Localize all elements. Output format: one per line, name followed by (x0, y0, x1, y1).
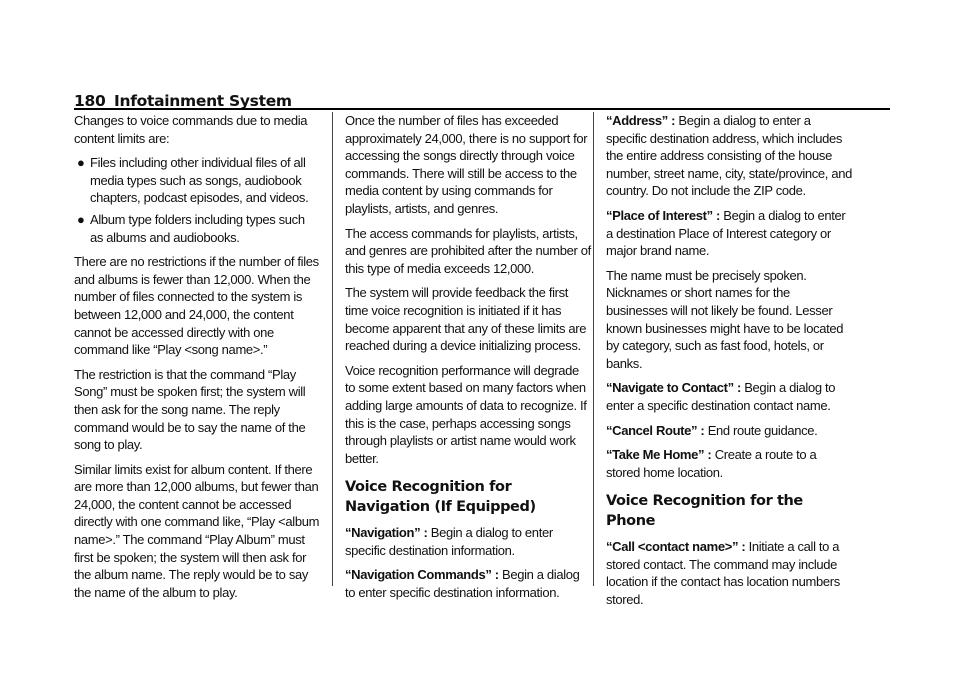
command-description: Begin a dialog to enter a destination Place of Interest category or major brand name. (606, 207, 846, 259)
section-heading: Voice Recognition for Navigation (If Equipped) (345, 479, 536, 516)
command-description: Begin a dialog to enter specific destination information. (345, 525, 553, 558)
list-item-text: Files including other individual files of all media types such as songs, audiobook chapters, podcast episodes, and videos. (90, 155, 309, 206)
command-entry (606, 538, 852, 608)
command-description: Begin a dialog to enter a specific destination address, which includes the entire address consisting of the house number, street name, city, state/province, and country. Do not include the ZIP code. (606, 113, 852, 199)
command-term: “Address” : (606, 113, 676, 128)
command-entry (345, 524, 591, 559)
column-1 (74, 112, 320, 608)
column-divider (593, 112, 594, 586)
paragraph: Voice recognition performance will degrade to some extent based on many factors when adding large amounts of data to recognize. If this is the case, perhaps accessing songs through playlists or artist name would work better. (345, 362, 587, 466)
bullet-icon: ● (77, 211, 85, 227)
command-description: Initiate a call to a stored contact. The command may include location if the contact has location numbers stored. (606, 539, 840, 608)
header-rule (74, 108, 890, 110)
column-3 (606, 112, 852, 616)
command-entry (606, 446, 852, 481)
list-item-text: Album type folders including types such as albums and audiobooks. (90, 211, 305, 245)
section-title: Infotainment System (114, 92, 292, 110)
paragraph: The name must be precisely spoken. Nicknames or short names for the businesses will not likely be found. Lesser known businesses might have to be located by category, such as fast food, hotels, or banks. (606, 267, 844, 371)
bullet-icon: ● (77, 155, 85, 171)
command-description: End route guidance. (707, 422, 818, 438)
paragraph: The system will provide feedback the first time voice recognition is initiated if it has become apparent that any of these limits are reached during a device initializing process. (345, 285, 587, 354)
command-term: “Navigate to Contact” : (606, 380, 741, 396)
command-description: Begin a dialog to enter a specific destination contact name. (606, 380, 836, 413)
section-heading: Voice Recognition for the Phone (606, 493, 803, 530)
list-item (74, 211, 320, 246)
page-number: 180 (74, 92, 106, 110)
command-description: Create a route to a stored home location. (606, 447, 817, 480)
command-entry (606, 422, 852, 440)
intro-paragraph: Changes to voice commands due to media content limits are: (74, 113, 308, 146)
command-term: “Call <contact name>” : (606, 539, 746, 555)
paragraph: There are no restrictions if the number of files and albums is fewer than 12,000. When the number of files connected to the system is between 12,000 and 24,000, the content cannot be accessed directly with one command like “Play <song name>.” (74, 254, 319, 358)
paragraph: The restriction is that the command “Play Song” must be spoken first; the system will then ask for the song name. The reply command would be to say the name of the song to play. (74, 366, 306, 453)
command-entry (606, 379, 852, 414)
paragraph: Similar limits exist for album content. If there are more than 12,000 albums, but fewer than 24,000, the content cannot be accessed directly with one command like, “Play <album name>.” The command “Play Album” must first be spoken; the system will then ask for the album name. The reply would be to say the name of the album to play. (74, 461, 320, 600)
command-entry (606, 207, 852, 260)
command-entry (606, 112, 852, 200)
column-2 (345, 112, 591, 609)
command-description: Begin a dialog to enter specific destination information. (345, 567, 580, 601)
command-term: “Take Me Home” : (606, 447, 712, 463)
column-divider (332, 112, 333, 586)
command-term: “Navigation Commands” : (345, 567, 499, 583)
page-header (74, 80, 890, 110)
command-term: “Place of Interest” : (606, 207, 721, 223)
command-term: “Navigation” : (345, 525, 428, 541)
list-item (74, 154, 320, 207)
bullet-list (74, 154, 320, 246)
paragraph: The access commands for playlists, artists, and genres are prohibited after the number of this type of media exceeds 12,000. (345, 225, 591, 276)
paragraph: Once the number of files has exceeded approximately 24,000, there is no support for accessing the songs directly through voice commands. There will still be access to the media content by using commands for playlists, artists, and genres. (345, 113, 588, 216)
command-term: “Cancel Route” : (606, 422, 705, 438)
command-entry (345, 566, 591, 601)
